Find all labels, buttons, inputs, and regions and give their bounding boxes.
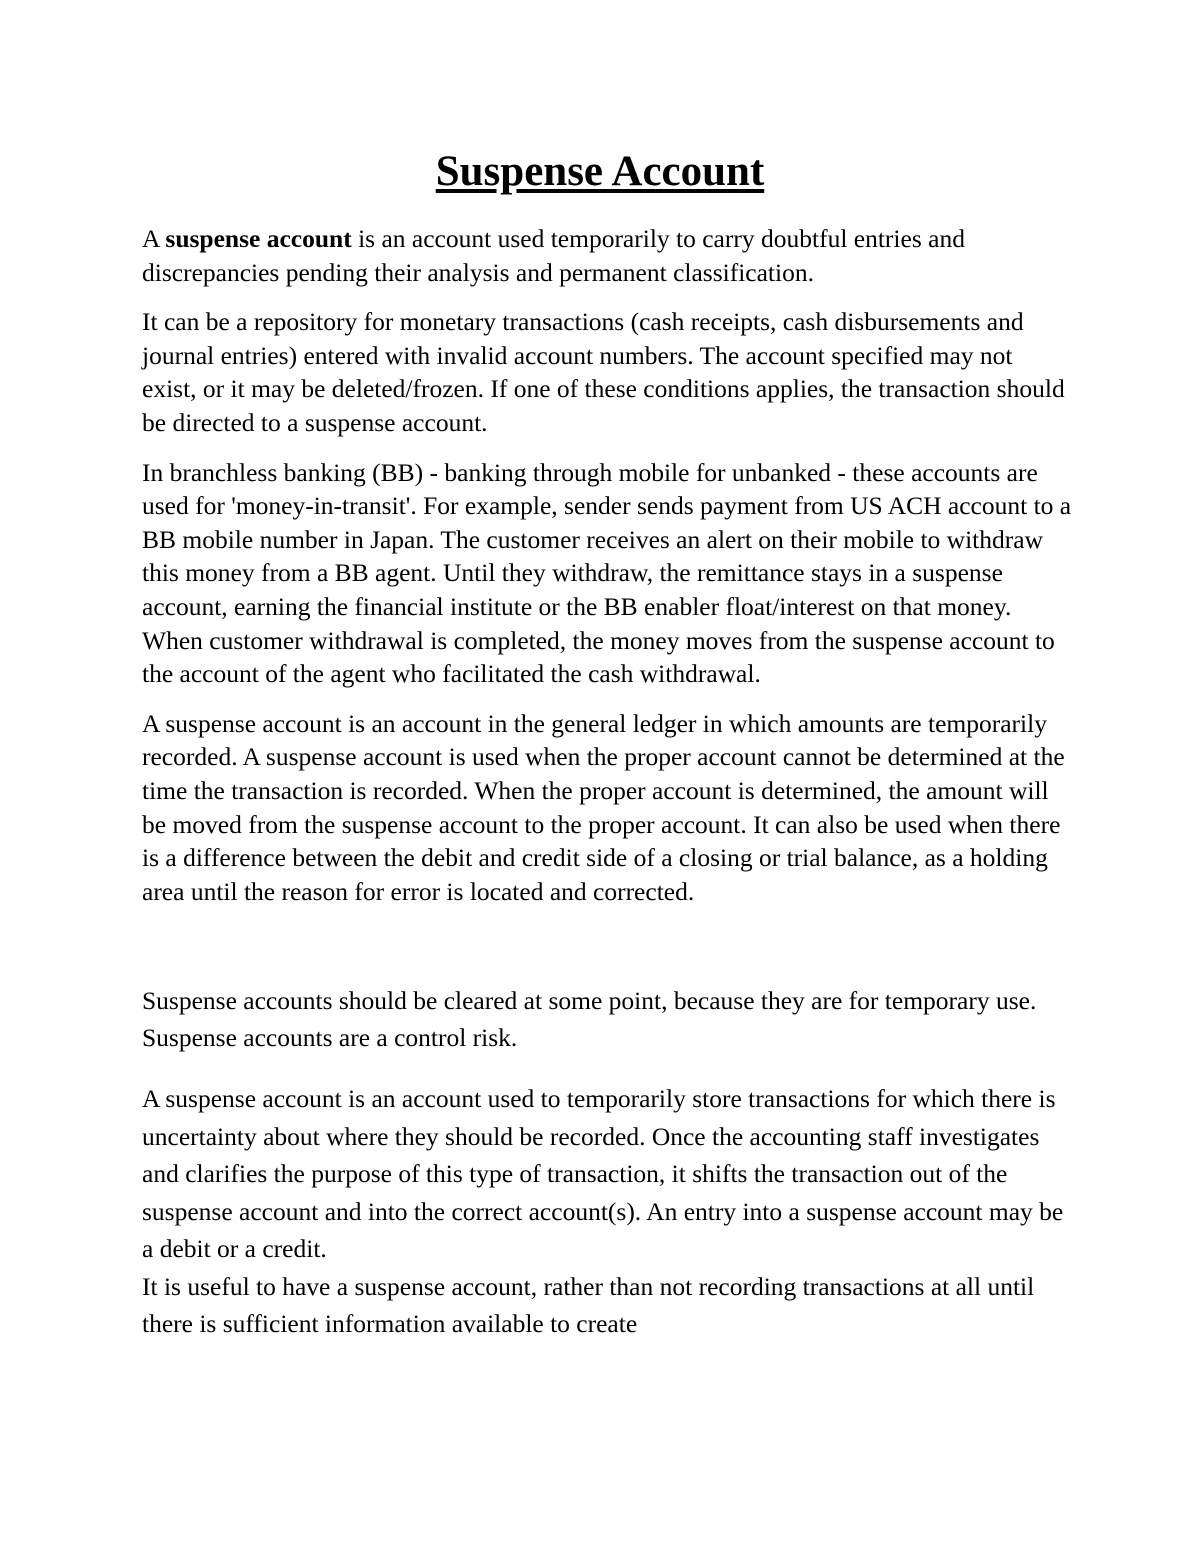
- paragraph-usefulness: It is useful to have a suspense account, rather than not recording transactions at all until there is sufficient information available to create: [142, 1271, 1035, 1338]
- paragraph-definition-lead: A: [142, 224, 166, 253]
- document-title: Suspense Account: [435, 148, 765, 195]
- paragraph-definition: [142, 222, 1072, 289]
- paragraph-clearing-wrap: [142, 982, 1072, 1056]
- paragraph-branchless-banking: In branchless banking (BB) - banking through mobile for unbanked - these accounts are used for 'money-in-transit'. For example, sender sends payment from US ACH account to a BB mobile number in Japan. The customer receives an alert on their mobile to withdraw this money from a BB agent. Until they withdraw, the remittance stays in a suspense account, earning the financial institute or the BB enabler float/interest on that money. When customer withdrawal is completed, the money moves from the suspense account to the account of the agent who facilitated the cash withdrawal.: [142, 457, 1072, 689]
- document-body: [142, 222, 1072, 908]
- bold-term: suspense account: [165, 224, 352, 253]
- paragraph-clearing: Suspense accounts should be cleared at some point, because they are for temporary use. Suspense accounts are a control risk.: [142, 986, 1037, 1052]
- paragraph-temporary-store-wrap: [142, 1080, 1072, 1343]
- paragraph-temporary-store: A suspense account is an account used to temporarily store transactions for which there is uncertainty about where they should be recorded. Once the accounting staff investigates and clarifies the purpose of this type of transaction, it shifts the transaction out of the suspense account and into the correct account(s). An entry into a suspense account may be a debit or a credit.: [142, 1084, 1064, 1263]
- paragraph-definition-text: is an account used temporarily to carry doubtful entries and discrepancies pending their analysis and permanent classification.: [142, 224, 965, 287]
- paragraph-repository: It can be a repository for monetary transactions (cash receipts, cash disbursements and journal entries) entered with invalid account numbers. The account specified may not exist, or it may be deleted/frozen. If one of these conditions applies, the transaction should be directed to a suspense account.: [142, 307, 1065, 437]
- paragraph-general-ledger: A suspense account is an account in the general ledger in which amounts are temporarily recorded. A suspense account is used when the proper account cannot be determined at the time the transaction is recorded. When the proper account is determined, the amount will be moved from the suspense account to the proper account. It can also be used when there is a difference between the debit and credit side of a closing or trial balance, as a holding area until the reason for error is located and corrected.: [142, 708, 1065, 906]
